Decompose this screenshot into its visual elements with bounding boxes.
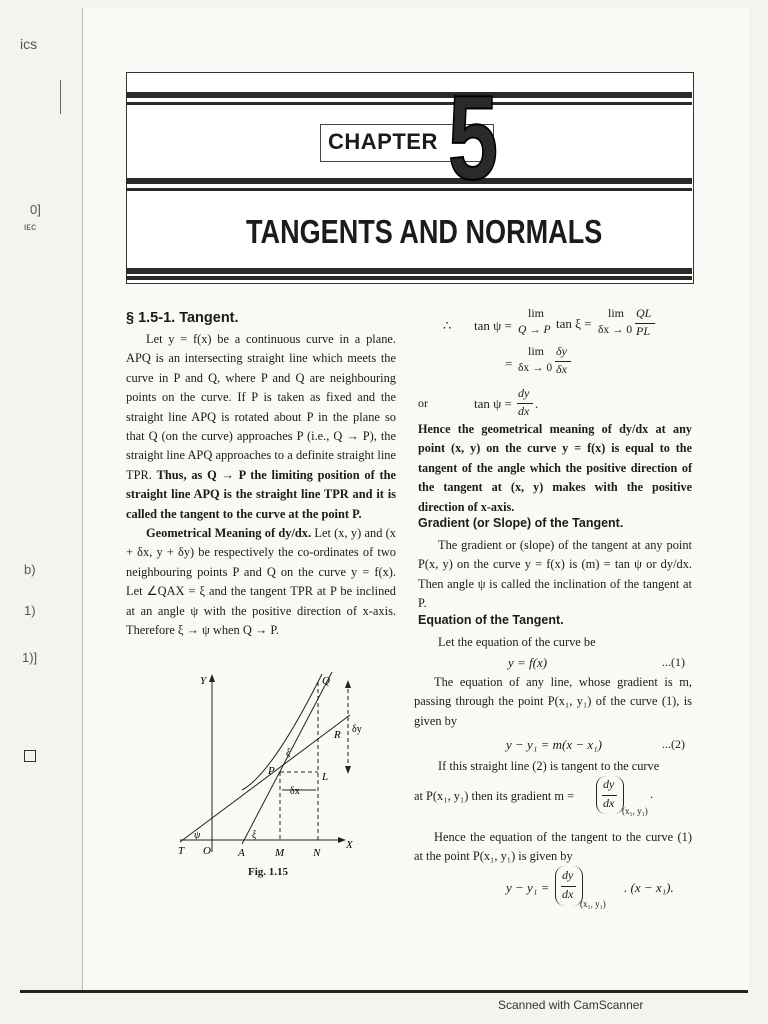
header-stripe-bot-1 bbox=[126, 268, 692, 274]
final-rhs: . (x − x₁). bbox=[624, 880, 674, 895]
fig-label-dx: δx bbox=[290, 786, 300, 797]
bleed-checkbox bbox=[24, 750, 36, 762]
chapter-number: 5 bbox=[448, 71, 499, 205]
fig-label-P: P bbox=[268, 765, 275, 777]
chapter-title: TANGENTS AND NORMALS bbox=[246, 213, 603, 250]
header-stripe-mid-1 bbox=[126, 178, 692, 184]
equation-tag-1: ...(1) bbox=[662, 655, 685, 669]
gradient-text: The gradient or (slope) of the tangent at any point P(x, y) on the curve y = f(x) is (m) = tan ψ or dy/dx. Then angle ψ is called the inclination of the tangent at P. bbox=[418, 538, 692, 611]
line-equation-text: The equation of any line, whose gradient is m, passing through the point P(x₁, y₁) of the curve (1), is given by bbox=[414, 675, 692, 728]
fig-label-O: O bbox=[203, 845, 211, 857]
or-word: or bbox=[418, 396, 428, 410]
header-stripe-top-2 bbox=[126, 102, 692, 105]
bleed-text-top: ics bbox=[20, 36, 38, 52]
bleed-text-b: b) bbox=[24, 562, 36, 577]
header-stripe-mid-2 bbox=[126, 188, 692, 191]
figure-caption: Fig. 1.15 bbox=[248, 866, 289, 878]
scanner-watermark: Scanned with CamScanner bbox=[498, 998, 644, 1012]
fig-label-N: N bbox=[313, 847, 321, 859]
curve-equation: y = f(x) bbox=[508, 655, 548, 670]
therefore-symbol: ∴ bbox=[443, 318, 452, 333]
geometric-meaning-statement: Hence the geometrical meaning of dy/dx at any point (x, y) on the curve y = f(x) is equal to the tangent of the angle which the positive direction of the tangent at (x, y) makes with the positive direction of x-axis. bbox=[418, 422, 692, 514]
fig-label-dy: δy bbox=[352, 724, 362, 735]
dy-arrow-up bbox=[345, 680, 351, 688]
eq2-sub: δx → 0 bbox=[518, 362, 553, 374]
eq1-num: QL bbox=[636, 306, 652, 320]
gradient-dy: dy bbox=[603, 777, 615, 791]
equation-tag-2: ...(2) bbox=[662, 737, 685, 751]
eq1-sub2: δx → 0 bbox=[598, 324, 633, 336]
eq2-lim: lim bbox=[528, 344, 545, 358]
fig-label-L: L bbox=[322, 771, 329, 783]
line-equation: y − y₁ = m(x − x₁) bbox=[506, 737, 602, 752]
fig-label-M: M bbox=[275, 847, 285, 859]
fig-label-Y: Y bbox=[200, 675, 207, 687]
left-column-text bbox=[126, 330, 396, 641]
gradient-dx: dx bbox=[603, 796, 615, 810]
bleed-text-one: 1) bbox=[24, 603, 36, 618]
chapter-label: CHAPTER bbox=[328, 129, 438, 154]
gradient-period: . bbox=[650, 786, 654, 801]
bleed-text-mid1: 0] bbox=[30, 202, 41, 217]
eq2-den: δx bbox=[556, 362, 567, 376]
eq3-den: dx bbox=[518, 404, 530, 418]
fig-label-X: X bbox=[346, 839, 353, 851]
eq1-lim2: lim bbox=[608, 306, 625, 320]
geometric-meaning-para: Let (x, y) and (x + δx, y + δy) be respectively the co-ordinates of two neighbouring points P and Q on the curve y = f(x). Let ∠QAX = ξ and the tangent TPR at P be inclined at an angle ψ with the positive direction of x-axis. Therefore ξ → ψ when Q → P. bbox=[126, 526, 396, 638]
section-title: § 1.5-1. Tangent. bbox=[126, 310, 239, 326]
eq1-sub1: Q → P bbox=[518, 324, 551, 336]
eq1-den: PL bbox=[636, 324, 651, 338]
fig-label-A: A bbox=[238, 847, 245, 859]
gradient-subscript: (x₁, y₁) bbox=[622, 806, 648, 816]
fig-label-Q: Q bbox=[322, 675, 330, 687]
eq3-num: dy bbox=[518, 386, 530, 400]
gradient-at-point: at P(x₁, y₁) then its gradient m = bbox=[414, 789, 575, 803]
eq3-end: . bbox=[535, 396, 539, 411]
fig-label-psi: ψ bbox=[194, 830, 201, 841]
header-stripe-bot-2 bbox=[126, 276, 692, 280]
figure-tangent-diagram bbox=[172, 670, 372, 860]
eq1-mid: tan ξ = bbox=[556, 316, 592, 331]
eq2-equals: = bbox=[505, 356, 513, 371]
curve bbox=[242, 674, 322, 790]
fig-label-xi-a: ξ bbox=[252, 830, 257, 841]
eq1-lim1: lim bbox=[528, 306, 545, 320]
fig-label-xi-p: ξ bbox=[286, 748, 291, 759]
y-axis-arrow bbox=[209, 674, 215, 682]
header-stripe-top-1 bbox=[126, 92, 692, 98]
final-subscript: (x₁, y₁) bbox=[580, 899, 606, 909]
equation-intro: Let the equation of the curve be bbox=[438, 635, 596, 649]
final-dx: dx bbox=[562, 887, 574, 901]
eq3-lhs: tan ψ = bbox=[474, 396, 512, 411]
bleed-text-onebr: 1)] bbox=[22, 650, 38, 665]
tangent-condition-text: If this straight line (2) is tangent to the curve bbox=[438, 759, 660, 773]
geometric-meaning-heading: Geometrical Meaning of dy/dx. bbox=[146, 526, 312, 541]
x-axis-arrow bbox=[338, 837, 346, 843]
tangent-definition: Thus, as Q → P the limiting position of the straight line APQ is the straight line TPR and it is called the tangent to the curve at the point P. bbox=[126, 467, 396, 521]
bleed-line bbox=[60, 80, 61, 114]
equation-heading: Equation of the Tangent. bbox=[418, 613, 564, 627]
eq2-num: δy bbox=[556, 344, 567, 358]
gradient-heading: Gradient (or Slope) of the Tangent. bbox=[418, 516, 624, 530]
fig-label-T: T bbox=[178, 845, 185, 857]
eq1-lhs: tan ψ = bbox=[474, 318, 512, 333]
fig-label-R: R bbox=[334, 729, 341, 741]
final-dy: dy bbox=[562, 868, 574, 882]
bleed-text-mid2: ιᴇc bbox=[24, 222, 37, 233]
page-bottom-edge bbox=[20, 990, 748, 993]
hence-text: Hence the equation of the tangent to the curve (1) at the point P(x₁, y₁) is given by bbox=[414, 830, 692, 864]
final-lhs: y − y₁ = bbox=[506, 880, 550, 895]
tangent-para: Let y = f(x) be a continuous curve in a plane. APQ is an intersecting straight line which meets the curve in P and Q, where P and Q are neighbouring points on the curve. If P is taken as fixed and the straight line APQ is rotated about P in the plane so that Q (on the curve) approaches P (i.e., Q → P), the straight line APQ approaches to a definite straight line TPR. bbox=[126, 332, 396, 482]
dy-arrow-down bbox=[345, 766, 351, 774]
